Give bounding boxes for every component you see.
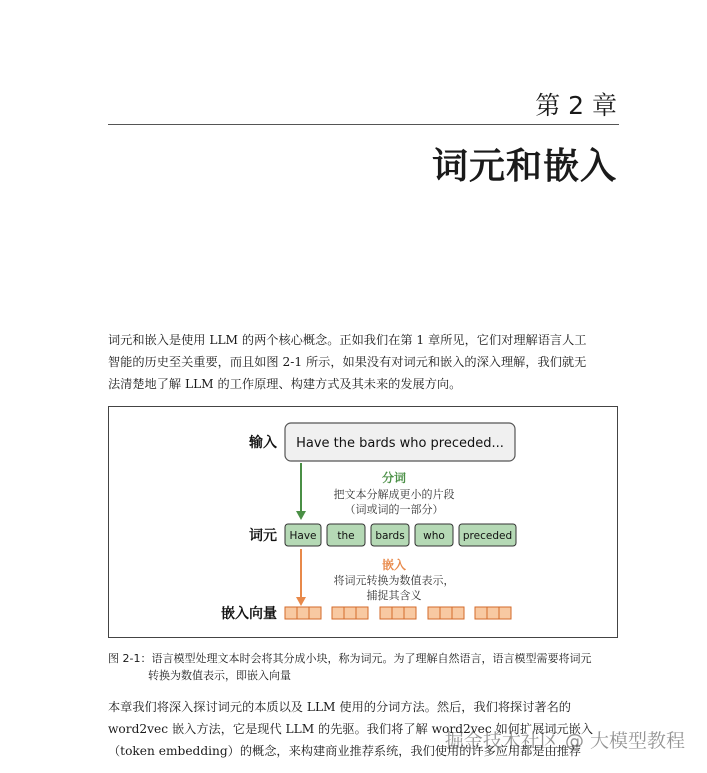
embed-arrow-head: [296, 597, 306, 606]
token-preceded-text: preceded: [462, 530, 513, 542]
token-the: [327, 524, 365, 546]
figure-2-1: [108, 406, 618, 638]
vector-1: [285, 607, 321, 619]
tokenize-desc-2: （词或词的一部分）: [344, 503, 444, 516]
intro-line-2: 智能的历史至关重要，而且如图 2-1 所示，如果没有对词元和嵌入的深入理解，我们就无: [108, 355, 587, 369]
input-label: 输入: [249, 435, 277, 451]
chapter-rule: [108, 124, 619, 125]
input-text: Have the bards who preceded...: [296, 436, 504, 451]
embed-title: 嵌入: [381, 558, 407, 572]
embed-desc-2: 捕捉其含义: [366, 589, 422, 602]
vector-5: [475, 607, 511, 619]
tokenize-title: 分词: [381, 471, 407, 485]
caption-line-1: 图 2-1：语言模型处理文本时会将其分成小块，称为词元。为了理解自然语言，语言模型需要将词元: [108, 652, 592, 665]
tokenize-arrow-head: [296, 511, 306, 520]
watermark: [445, 726, 685, 753]
token-bards: [371, 524, 409, 546]
second-line-2: word2vec 嵌入方法，它是现代 LLM 的先驱。我们将了解 word2vec 如何扩展词元嵌入: [108, 722, 594, 736]
figure-caption: [108, 650, 623, 684]
vector-3: [380, 607, 416, 619]
tokens-label: 词元: [249, 528, 277, 544]
token-who-text: who: [423, 530, 445, 542]
token-bards-text: bards: [375, 530, 405, 542]
vector-4: [428, 607, 464, 619]
embed-desc-1: 将词元转换为数值表示，: [333, 574, 455, 587]
intro-line-1: 词元和嵌入是使用 LLM 的两个核心概念。正如我们在第 1 章所见，它们对理解语言人工: [108, 333, 587, 347]
second-line-3: （token embedding）的概念，来构建商业推荐系统，我们使用的许多应用都是由推荐: [108, 744, 582, 758]
chapter-number: 第 2 章: [535, 91, 617, 120]
intro-paragraph: [108, 329, 620, 395]
token-have: [285, 524, 321, 546]
tokenize-desc-1: 把文本分解成更小的片段: [333, 488, 455, 501]
vectors-label: 嵌入向量: [221, 606, 277, 622]
token-preceded: [459, 524, 516, 546]
token-the-text: the: [337, 530, 355, 542]
token-who: [415, 524, 453, 546]
intro-line-3: 法清楚地了解 LLM 的工作原理、构建方式及其未来的发展方向。: [108, 377, 462, 391]
watermark-text: 掘金技术社区 @ 大模型教程: [444, 730, 685, 752]
vector-2: [332, 607, 368, 619]
caption-line-2: 转换为数值表示，即嵌入向量: [148, 669, 291, 682]
second-line-1: 本章我们将深入探讨词元的本质以及 LLM 使用的分词方法。然后，我们将探讨著名的: [108, 700, 571, 714]
token-have-text: Have: [289, 530, 317, 542]
chapter-title: 词元和嵌入: [431, 146, 617, 187]
